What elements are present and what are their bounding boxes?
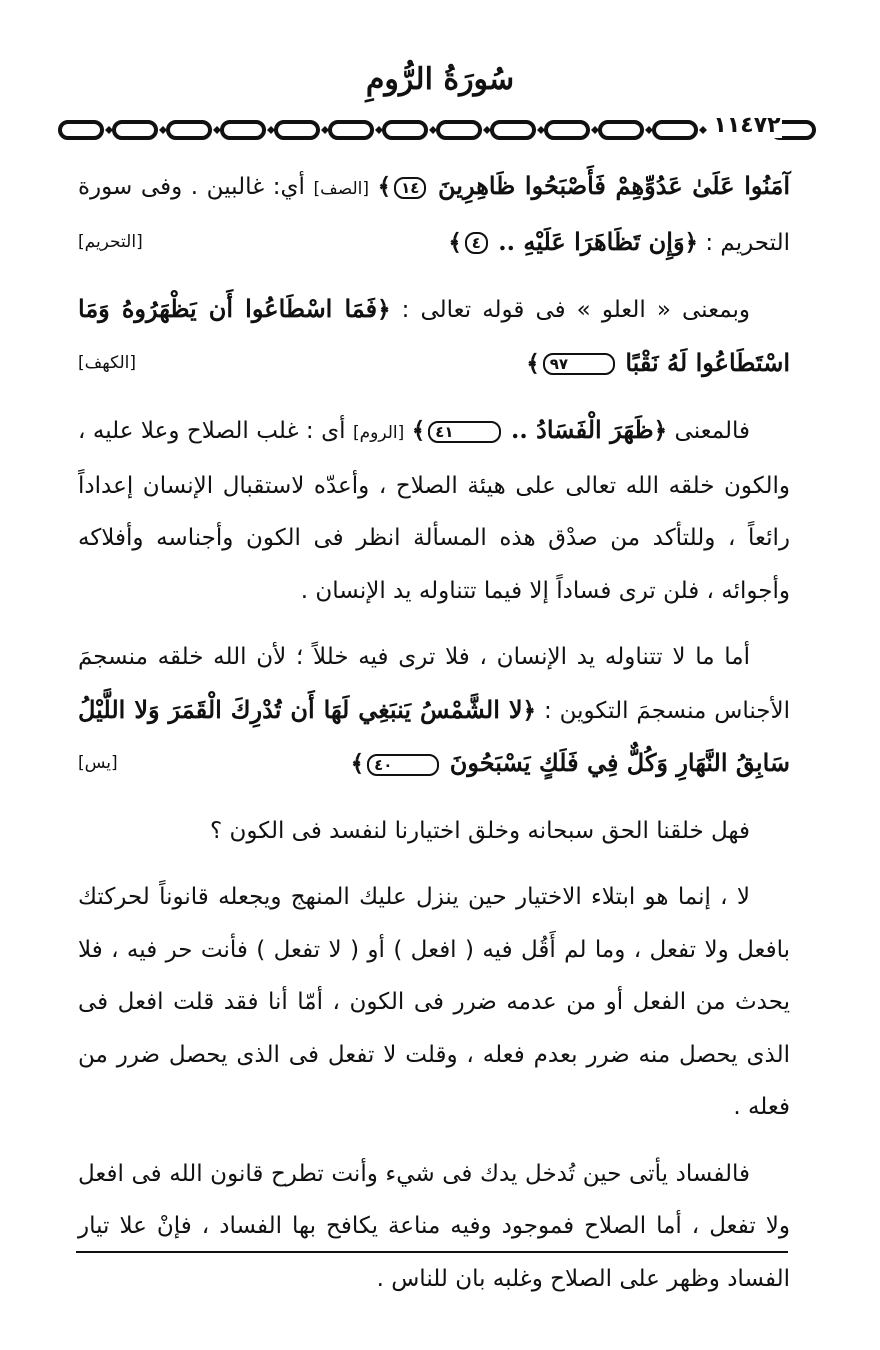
- paragraph-text: أي: غالبين . وفى سورة التحريم :: [78, 174, 790, 256]
- paragraph-2: [78, 283, 790, 390]
- ayah-number: ٤٠: [367, 754, 439, 776]
- ornate-bracket-close: ﴾: [448, 229, 462, 256]
- ornate-bracket-open: ﴿: [522, 697, 537, 724]
- paragraph-text: وبمعنى « العلو » فى قوله تعالى :: [401, 297, 750, 323]
- surah-reference: [الروم]: [352, 423, 405, 443]
- decorative-chain-divider: [58, 115, 818, 145]
- page-body: [78, 160, 790, 1305]
- surah-reference: [التحريم]: [78, 231, 143, 252]
- paragraph-text: أى : غلب الصلاح وعلا عليه ، والكون خلقه الله تعالى على هيئة الصلاح ، وأعدّه لاستقبال الإنسان إعداداً رائعاً ، وللتأكد من صدْق هذه المسألة انظر فى الكون وأجناسه وأفلاكه وأجوائه ، فلن ترى فساداً إلا فيما تتناوله يد الإنسان .: [78, 418, 790, 604]
- paragraph-1: [78, 160, 790, 269]
- footer-rule: [76, 1251, 788, 1253]
- page-number: ١١٤٧٢: [713, 113, 781, 138]
- paragraph-text: فالمعنى: [674, 418, 751, 444]
- paragraph-6: لا ، إنما هو ابتلاء الاختيار حين ينزل عليك المنهج ويجعله قانوناً لحركتك بافعل ولا تفعل ، وما لم أَقُل فيه ( افعل ) أو ( لا تفعل ) فأنت حر فيه ، فلا يحدث من الفعل أو من عدمه ضرر فى الكون ، أمّا أنا فقد قلت افعل فى الذى يحصل منه ضرر بعدم فعله ، وقلت لا تفعل فى الذى يحصل ضرر من فعله .: [78, 884, 790, 1120]
- ayah-number: ٤١: [428, 421, 500, 443]
- surah-reference: [الكهف]: [78, 352, 136, 373]
- ornate-bracket-close: ﴾: [350, 751, 365, 777]
- ayah-number: ٩٧: [543, 353, 615, 375]
- ornate-bracket-open: ﴿: [684, 229, 699, 256]
- quran-verse: آمَنُوا عَلَىٰ عَدُوِّهِمْ فَأَصْبَحُوا ظَاهِرِينَ: [438, 171, 791, 200]
- surah-reference: [يس]: [78, 753, 118, 773]
- paragraph-3: [78, 404, 790, 617]
- paragraph-5: فهل خلقنا الحق سبحانه وخلق اختيارنا لنفسد فى الكون ؟: [209, 817, 750, 844]
- quran-verse: لا الشَّمْسُ يَنبَغِي لَهَا أَن تُدْرِكَ الْقَمَرَ وَلا اللَّيْلُ سَابِقُ النَّهَارِ وَكُلٌّ فِي فَلَكٍ يَسْبَحُونَ: [78, 694, 790, 777]
- quran-verse: وَإِن تَظَاهَرَا عَلَيْهِ ..: [498, 226, 685, 256]
- ornate-bracket-close: ﴾: [526, 350, 540, 377]
- ayah-number: ١٤: [394, 177, 426, 199]
- ornate-bracket-close: ﴾: [411, 418, 426, 444]
- paragraph-7: فالفساد يأتى حين تُدخل يدك فى شيء وأنت تطرح قانون الله فى افعل ولا تفعل ، أما الصلاح فموجود وفيه مناعة يكافح بها الفساد ، فإنْ علا تيار الفساد وظهر على الصلاح وغلبه بان للناس .: [78, 1160, 790, 1292]
- ornate-bracket-open: ﴿: [653, 418, 668, 444]
- paragraph-4: [78, 631, 790, 791]
- ornate-bracket-close: ﴾: [377, 174, 392, 200]
- quran-verse: فَمَا اسْطَاعُوا أَن يَظْهَرُوهُ وَمَا اسْتَطَاعُوا لَهُ نَقْبًا: [78, 294, 790, 377]
- ornate-bracket-open: ﴿: [377, 297, 391, 323]
- quran-verse: ظَهَرَ الْفَسَادُ ..: [510, 415, 654, 444]
- surah-title: سُورَةُ الرُّومِ: [365, 62, 515, 97]
- paragraph-text: أما ما لا تتناوله يد الإنسان ، فلا ترى فيه خللاً ؛ لأن الله خلقه منسجمَ الأجناس منسجمَ التكوين :: [78, 644, 791, 724]
- ayah-number: ٤: [465, 232, 488, 254]
- surah-reference: [الصف]: [313, 179, 369, 199]
